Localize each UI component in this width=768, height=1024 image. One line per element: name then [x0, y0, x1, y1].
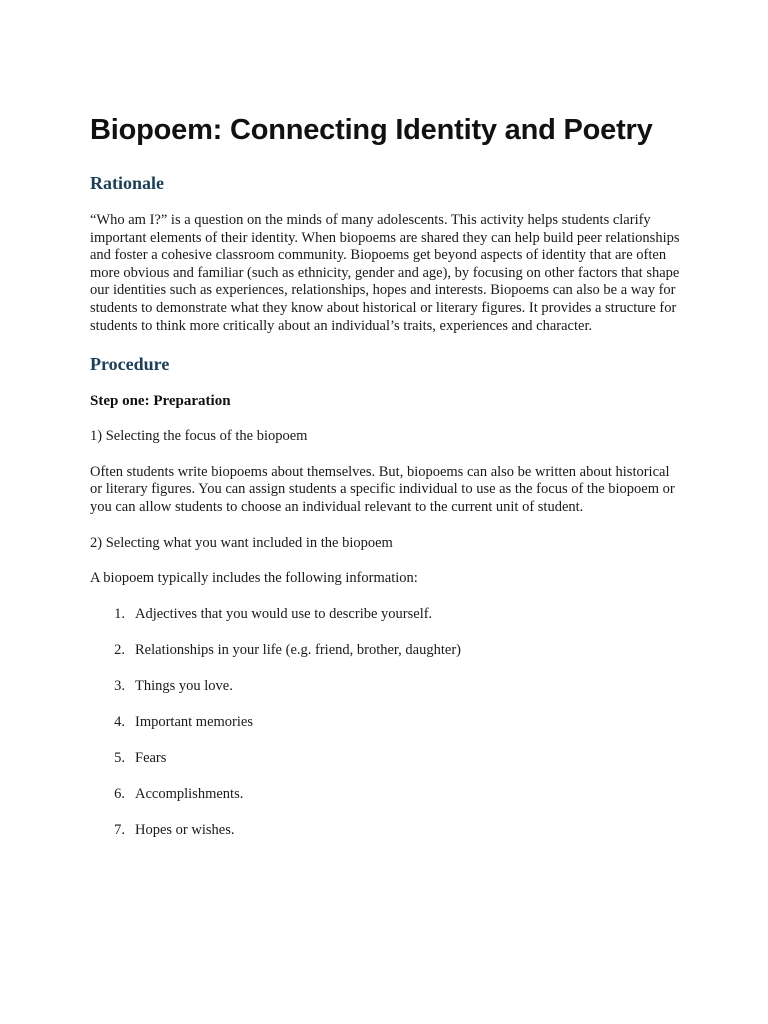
- list-item-text: Relationships in your life (e.g. friend, brother, daughter): [135, 641, 461, 658]
- list-item: [90, 786, 680, 804]
- focus-subheading: 1) Selecting the focus of the biopoem: [90, 428, 308, 445]
- included-subheading: 2) Selecting what you want included in the biopoem: [90, 534, 393, 551]
- list-item-text: Fears: [135, 749, 167, 766]
- list-item-text: Things you love.: [135, 677, 233, 694]
- list-item-number: 4.: [114, 713, 125, 730]
- list-item: [90, 642, 680, 660]
- included-paragraph: A biopoem typically includes the following information:: [90, 570, 418, 587]
- page-title: Biopoem: Connecting Identity and Poetry: [90, 114, 653, 146]
- rationale-paragraph: “Who am I?” is a question on the minds of many adolescents. This activity helps students clarify important elements of their identity. When biopoems are shared they can help build peer relationships and foster a cohesive classroom community. Biopoems get beyond aspects of identity that are often more obvious and familiar (such as ethnicity, gender and age), by focusing on other factors that shape our identities such as experiences, relationships, hopes and interests. Biopoems can also be a way for students to demonstrate what they know about historical or literary figures. It provides a structure for students to think more critically about an individual’s traits, experiences and character.: [90, 212, 680, 334]
- list-item-text: Hopes or wishes.: [135, 821, 235, 838]
- list-item: [90, 606, 680, 624]
- list-item: [90, 714, 680, 732]
- list-item-number: 6.: [114, 785, 125, 802]
- list-item-text: Important memories: [135, 713, 253, 730]
- procedure-heading: Procedure: [90, 354, 170, 375]
- step-one-heading: Step one: Preparation: [90, 393, 231, 410]
- list-item-number: 3.: [114, 677, 125, 694]
- list-item: [90, 822, 680, 840]
- list-item-number: 1.: [114, 605, 125, 622]
- list-item: [90, 750, 680, 768]
- list-item-text: Adjectives that you would use to describe yourself.: [135, 605, 433, 622]
- rationale-heading: Rationale: [90, 173, 164, 193]
- document-page: [90, 108, 680, 858]
- list-item-number: 7.: [114, 821, 125, 838]
- list-item-number: 2.: [114, 641, 125, 658]
- biopoem-info-list: [90, 606, 680, 840]
- list-item: [90, 678, 680, 696]
- list-item-text: Accomplishments.: [135, 785, 244, 802]
- focus-paragraph: Often students write biopoems about themselves. But, biopoems can also be written about historical or literary figures. You can assign students a specific individual to use as the focus of the biopoem or you can allow students to choose an individual relevant to the current unit of student.: [90, 463, 675, 515]
- list-item-number: 5.: [114, 749, 125, 766]
